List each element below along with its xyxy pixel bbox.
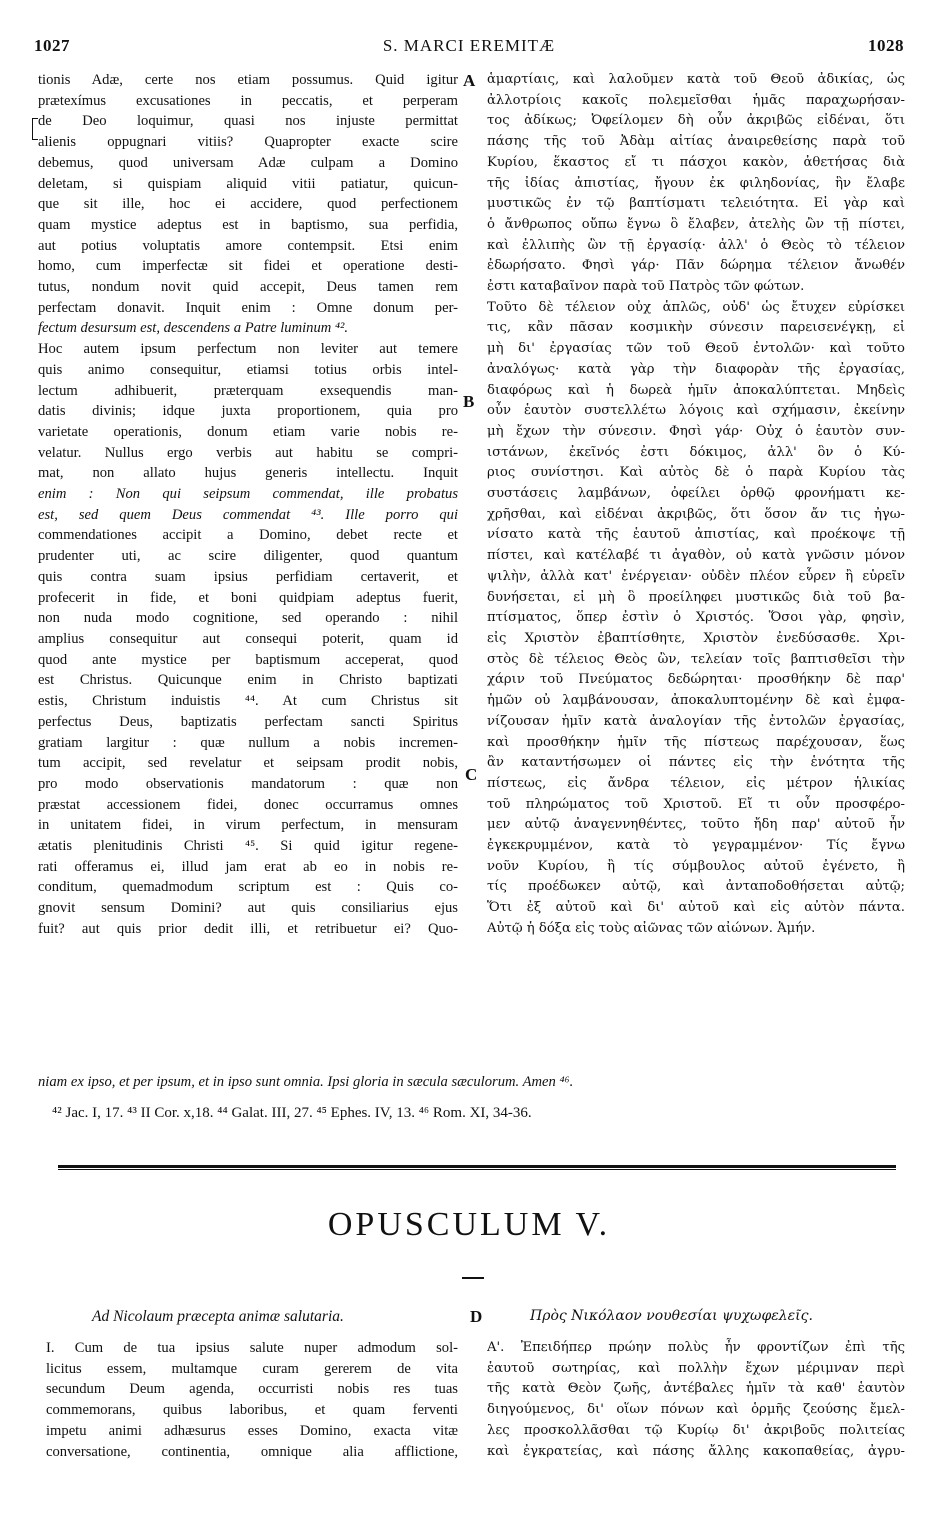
text-line: ætatis plenitudinis Christi ⁴⁵. Si quid igitur regene- bbox=[38, 838, 458, 855]
text-line: alienis oppugnari vitiis? Quapropter exacte scire bbox=[38, 134, 458, 151]
text-line: μυστικῶς ἐν τῷ βαπτίσματι τελειότητα. Εἰ γὰρ καὶ bbox=[487, 196, 905, 212]
text-line: gratiam largitur : quæ nullum a nobis incremen- bbox=[38, 734, 458, 751]
text-line: prudenter uti, ac scire diligenter, quod quantum bbox=[38, 548, 458, 565]
text-line: συστάσεις λαμβάνων, ὀφείλει ὀρθῷ φρονήματι κε- bbox=[487, 486, 905, 502]
text-line: Αὐτῷ ἡ δόξα εἰς τοὺς αἰῶνας τῶν αἰώνων. Ἀμήν. bbox=[487, 920, 816, 936]
text-line: τοῦ πληρώματος τοῦ Χριστοῦ. Εἴ τι οὖν προσφέρο- bbox=[487, 796, 905, 812]
section-rule-thin bbox=[58, 1169, 896, 1170]
text-line: profecerit in fide, et boni quidpiam adeptus fuerit, bbox=[38, 589, 458, 606]
text-line: εἰς Χριστὸν ἐβαπτίσθητε, Χριστὸν ἐνεδύσασθε. Χρι- bbox=[487, 630, 905, 646]
text-line: mat, non allato hujus generis intellectu. Inquit bbox=[38, 465, 458, 482]
text-line: tum accipit, sed revelatur et seipsam prodit nobis, bbox=[38, 755, 458, 772]
text-line: perfectus Deus, baptizatis perfectam sancti Spiritus bbox=[38, 713, 458, 730]
text-line: Κυρίου, ἕκαστος εἴ τι πάσχοι κακὸν, ἀθετήσας διὰ bbox=[487, 154, 905, 170]
text-line: quam mystice adeptus est in baptismo, sua perfidia, bbox=[38, 216, 458, 233]
text-line: quis contra suam ipsius perfidiam certaverit, et bbox=[38, 568, 458, 585]
title-short-rule bbox=[462, 1277, 484, 1279]
running-title: S. MARCI EREMITÆ bbox=[382, 36, 556, 55]
greek-bottom-column bbox=[487, 1338, 905, 1462]
text-line: μεν αὐτῷ ἀναγεννηθέντες, τοῦτο ἤδη παρ' αὐτοῦ ἦν bbox=[487, 817, 905, 833]
text-line: tutus, nondum novit quid accepit, Deus tamen rem bbox=[38, 279, 458, 296]
text-line: de Deo loquimur, quasi nos injuste permittat bbox=[38, 113, 458, 130]
text-line: πίστεως, εἰς ἄνδρα τέλειον, εἰς μέτρον ἡλικίας bbox=[487, 775, 905, 791]
text-line: ἐγκεκρυμμένον, κατὰ τὸ γεγραμμένον· Τίς ἔγνω bbox=[487, 838, 905, 854]
text-line: est, sed quem Deus commendat ⁴³. Ille porro qui bbox=[38, 506, 458, 523]
text-line: Α'. Ἐπειδήπερ πρώην πολὺς ἦν φροντίζων ἐπὶ τῆς bbox=[487, 1340, 905, 1355]
text-line: lectum adhibuerit, præterquam exsequendis man- bbox=[38, 382, 458, 399]
text-line: aut potius voluptatis amore contempsit. Etsi enim bbox=[38, 237, 458, 254]
text-line: δυνήσεται, εἰ μὴ ὃ προείληφει μυστικῶς διὰ τοῦ βα- bbox=[487, 589, 905, 605]
text-line: amplius consequitur aut consequi poterit, quam id bbox=[38, 630, 458, 647]
text-line: homo, cum imperfectæ sit fidei et operatione desti- bbox=[38, 258, 458, 275]
text-line: τις, κἂν πᾶσαν κοσμικὴν σύνεσιν παρεισενέγκῃ, εἰ bbox=[487, 320, 905, 336]
text-line: pro modo observationis mandatorum : quæ non bbox=[38, 775, 458, 792]
text-line: præstat accessionem fidei, donec occurramus omnes bbox=[38, 796, 458, 813]
text-line: conditum, quemadmodum scriptum est : Quis co- bbox=[38, 879, 458, 896]
text-line: λες προσκολλᾶσθαι τῷ Κυρίῳ δι' ἀκριβοῦς πολιτείας bbox=[487, 1422, 905, 1438]
text-line: καὶ ἐγκρατείας, καὶ πάσης ἄλλης κακοπαθείας, ἀγρυ- bbox=[487, 1443, 905, 1459]
latin-column bbox=[38, 70, 458, 940]
page-number-left: 1027 bbox=[34, 36, 70, 55]
text-line: χάριν τοῦ Πνεύματος δεδώρηται· προσθήκην δὲ παρ' bbox=[487, 672, 905, 688]
text-line: varietate operationis, donum etiam varie nobis re- bbox=[38, 423, 458, 440]
text-line: Τοῦτο δὲ τέλειον οὐχ ἁπλῶς, οὐδ' ὡς ἔτυχεν εὑρίσκει bbox=[487, 299, 905, 315]
text-line: ιστάνων, ἐκεῖνός ἐστι δόκιμος, ἀλλ' ὃν ὁ Κύ- bbox=[487, 444, 905, 460]
text-line: ψιλὴν, ἀλλὰ κατ' ἐνέργειαν· οὐδὲν πλέον εὗρεν ἢ εὑρεῖν bbox=[487, 568, 905, 584]
text-line: I. Cum de tua ipsius salute nuper admodum sol- bbox=[46, 1340, 458, 1356]
text-line: gnovit sensum Domini? aut quis consiliarius ejus bbox=[38, 900, 458, 917]
text-line: ὁ ἄνθρωπος οὔπω ἔγνω ὃ ἔλαβεν, ἀτελὴς ὢν τῇ πίστει, bbox=[487, 216, 905, 232]
text-line: commemorans, quibus laboribus, et quam ferventi bbox=[46, 1402, 458, 1419]
text-line: τῆς ἰδίας ἀπιστίας, ἤγουν ἐκ φιληδονίας, ἣν ἔλαβε bbox=[487, 175, 905, 191]
text-line: στὸς δὲ τέλειος Θεὸς ὢν, τελείαν τοῖς βαπτισθεῖσι τὴν bbox=[487, 651, 905, 667]
text-line: τος ἀδίκως; Ὀφείλομεν δὴ οὖν ἀκριβῶς εἰδέναι, ὅτι bbox=[487, 113, 905, 129]
text-line: ἁμαρτίαις, καὶ λαλοῦμεν κατὰ τοῦ Θεοῦ ἀδικίας, ὡς bbox=[487, 72, 905, 87]
margin-letter-b: B bbox=[463, 392, 475, 411]
text-line: ἐδωρήσατο. Φησὶ γάρ· Πᾶν δώρημα τέλειον ἄνωθέν bbox=[487, 258, 905, 274]
text-line: deletam, si quispiam aliquid vitii patiatur, quicun- bbox=[38, 175, 458, 192]
text-line: rati offeramus ei, illud jam erat ab eo in nobis re- bbox=[38, 858, 458, 875]
latin-final-line-wrap bbox=[38, 1072, 918, 1093]
subtitle-latin: Ad Nicolaum præcepta animæ salutaria. bbox=[92, 1308, 344, 1325]
section-rule bbox=[58, 1165, 896, 1168]
text-line: licitus essem, multamque curam gererem de vita bbox=[46, 1360, 458, 1377]
text-line: Hoc autem ipsum perfectum non leviter aut temere bbox=[38, 341, 458, 358]
text-line: ἡμῶν οὐ λαμβάνουσαν, ἀποκαλυπτομένην δὲ καὶ ἐμφα- bbox=[487, 693, 905, 709]
text-line: νίζουσαν ἡμῖν κατὰ ἀναλογίαν τῆς ἐντολῶν ἐργασίας, bbox=[487, 713, 905, 729]
text-line: conversatione, continentia, omnique alia afflictione, bbox=[46, 1443, 458, 1460]
text-line: debemus, quod universam Adæ culpam a Domino bbox=[38, 154, 458, 171]
text-line: non nuda modo cognitione, sed operando : nihil bbox=[38, 610, 458, 627]
margin-letter-d: D bbox=[470, 1307, 483, 1326]
text-line: νίσατο κατὰ τῆς ἑαυτοῦ ἀπιστίας, καὶ προέκοψε τῇ bbox=[487, 527, 905, 543]
running-head bbox=[34, 36, 904, 58]
text-line: prætexímus excusationes in peccatis, et perperam bbox=[38, 92, 458, 109]
text-line: commendationes accipit a Domino, debet recte et bbox=[38, 527, 458, 544]
text-line: ριος συνίστησι. Καὶ αὐτὸς δὲ ὁ παρὰ Κυρίου τὰς bbox=[487, 465, 905, 481]
text-line: πίστει, καὶ κατέλαβέ τι ἀγαθὸν, οὐ κατὰ γνῶσιν μόνον bbox=[487, 548, 905, 564]
text-line: datis divinis; idque juxta proportionem, quia pro bbox=[38, 403, 458, 420]
text-line: χρῆσθαι, καὶ εἰδέναι ἀκριβῶς, ὅτι ὅσον ἄν τις ἠγω- bbox=[487, 506, 905, 522]
text-line: que sit ille, hoc ei accidere, quod perfectionem bbox=[38, 196, 458, 213]
subtitle-greek: Πρὸς Νικόλαον νουθεσίαι ψυχωφελεῖς. bbox=[530, 1308, 813, 1324]
text-line: velatur. Nullus ergo verbis aut habitu se compri- bbox=[38, 444, 458, 461]
text-line: fuit? aut quis prior dedit illi, et retribuetur ei? Quo- bbox=[38, 920, 458, 937]
text-line: enim : Non qui seipsum commendat, ille probatus bbox=[38, 486, 458, 503]
text-line: quis animo consequitur, etiamsi totius orbis intel- bbox=[38, 361, 458, 378]
text-line: οὖν ἑαυτὸν συστελλέτω λόγοις καὶ σχήμασιν, ἐκείνην bbox=[487, 403, 905, 419]
text-line: estis, Christum induistis ⁴⁴. At cum Christus sit bbox=[38, 693, 458, 710]
text-line: τῆς κατὰ Θεὸν ζωῆς, ἀντέβαλες ἡμῖν τὰ καθ' ἑαυτὸν bbox=[487, 1381, 905, 1397]
greek-column bbox=[487, 70, 905, 940]
latin-final-line: niam ex ipso, et per ipsum, et in ipso sunt omnia. Ipsi gloria in sæcula sæculorum. Amen ⁴⁶. bbox=[38, 1074, 574, 1090]
text-line: καὶ προσθήκην ἡμῖν τῆς πίστεως παρέχουσαν, ἕως bbox=[487, 734, 905, 750]
text-line: ἂν καταντήσωμεν οἱ πάντες εἰς τὴν ἑνότητα τῆς bbox=[487, 755, 905, 771]
text-line: in unitatem fidei, in virum perfectum, in mensuram bbox=[38, 817, 458, 834]
text-line: διαφόρως καὶ ἡ δωρεὰ ἡμῖν ἀποκαλύπτεται. Μηδεὶς bbox=[487, 382, 905, 398]
text-line: quod ante mystice per baptismum acceperat, quod bbox=[38, 651, 458, 668]
text-line: Ὅτι ἐξ αὐτοῦ καὶ δι' αὐτοῦ καὶ εἰς αὐτὸν πάντα. bbox=[487, 900, 905, 916]
text-line: ἀλλοτρίοις κακοῖς πολεμεῖσθαι ἡμᾶς παραχωρήσαν- bbox=[487, 92, 905, 108]
text-line: τίς προέδωκεν αὐτῷ, καὶ ἀνταποδοθήσεται αὐτῷ; bbox=[487, 879, 905, 895]
text-line: καὶ ἐλλιπὴς ὢν τῇ ἐργασίᾳ· ἀλλ' ὁ Θεὸς τὸ τέλειον bbox=[487, 237, 905, 253]
margin-letter-a: A bbox=[463, 71, 476, 90]
text-line: πάσης τῆς τοῦ Ἀδὰμ αἰτίας ἀναιρεθείσης παρὰ τοῦ bbox=[487, 134, 905, 150]
text-line: perfectam donavit. Inquit enim : Omne donum per- bbox=[38, 299, 458, 316]
margin-letter-c: C bbox=[465, 765, 478, 784]
opusculum-title: OPUSCULUM V. bbox=[327, 1206, 611, 1243]
footnotes: ⁴² Jac. I, 17. ⁴³ II Cor. x,18. ⁴⁴ Galat. III, 27. ⁴⁵ Ephes. IV, 13. ⁴⁶ Rom. XI, 34-36. bbox=[52, 1105, 532, 1121]
text-line: ἀναλόγως· κατὰ γὰρ τὴν διαφορὰν τῆς ἐργασίας, bbox=[487, 361, 905, 377]
text-line: διηγούμενος, δι' οἵων πόνων καὶ ὁρμῆς ζεούσης ἔμελ- bbox=[487, 1402, 905, 1418]
latin-bottom-column bbox=[46, 1338, 458, 1462]
page-number-right: 1028 bbox=[868, 36, 904, 55]
text-line: πτίσματος, ὅπερ ἐστὶν ὁ Χριστός. Ὅσοι γὰρ, φησὶν, bbox=[487, 610, 905, 626]
text-line: impetu animi adhæsurus esses Domino, exacta vitæ bbox=[46, 1422, 458, 1439]
text-line: secundum Deum agenda, occurristi nobis res tuas bbox=[46, 1381, 458, 1398]
text-line: tionis Adæ, certe nos etiam possumus. Quid igitur bbox=[38, 72, 458, 88]
text-line: est Christus. Quicunque enim in Christo baptizati bbox=[38, 672, 458, 689]
text-line: μὴ ἔχων τὴν σύνεσιν. Φησὶ γάρ· Οὐχ ὁ ἑαυτὸν συν- bbox=[487, 423, 905, 439]
text-line: fectum desursum est, descendens a Patre luminum ⁴². bbox=[38, 320, 349, 337]
text-line: μὴ δι' ἐργασίας τῶν τοῦ Θεοῦ ἐντολῶν· καὶ τοῦτο bbox=[487, 341, 905, 357]
text-line: νοῦν Κυρίου, ἢ τίς σύμβουλος αὐτοῦ ἐγένετο, ἢ bbox=[487, 858, 905, 874]
text-line: ἑαυτοῦ σωτηρίας, καὶ πολλὴν ἔχων μέριμναν περὶ bbox=[487, 1360, 905, 1376]
text-line: ἐστι καταβαῖνον παρὰ τοῦ Πατρὸς τῶν φώτων. bbox=[487, 279, 805, 295]
